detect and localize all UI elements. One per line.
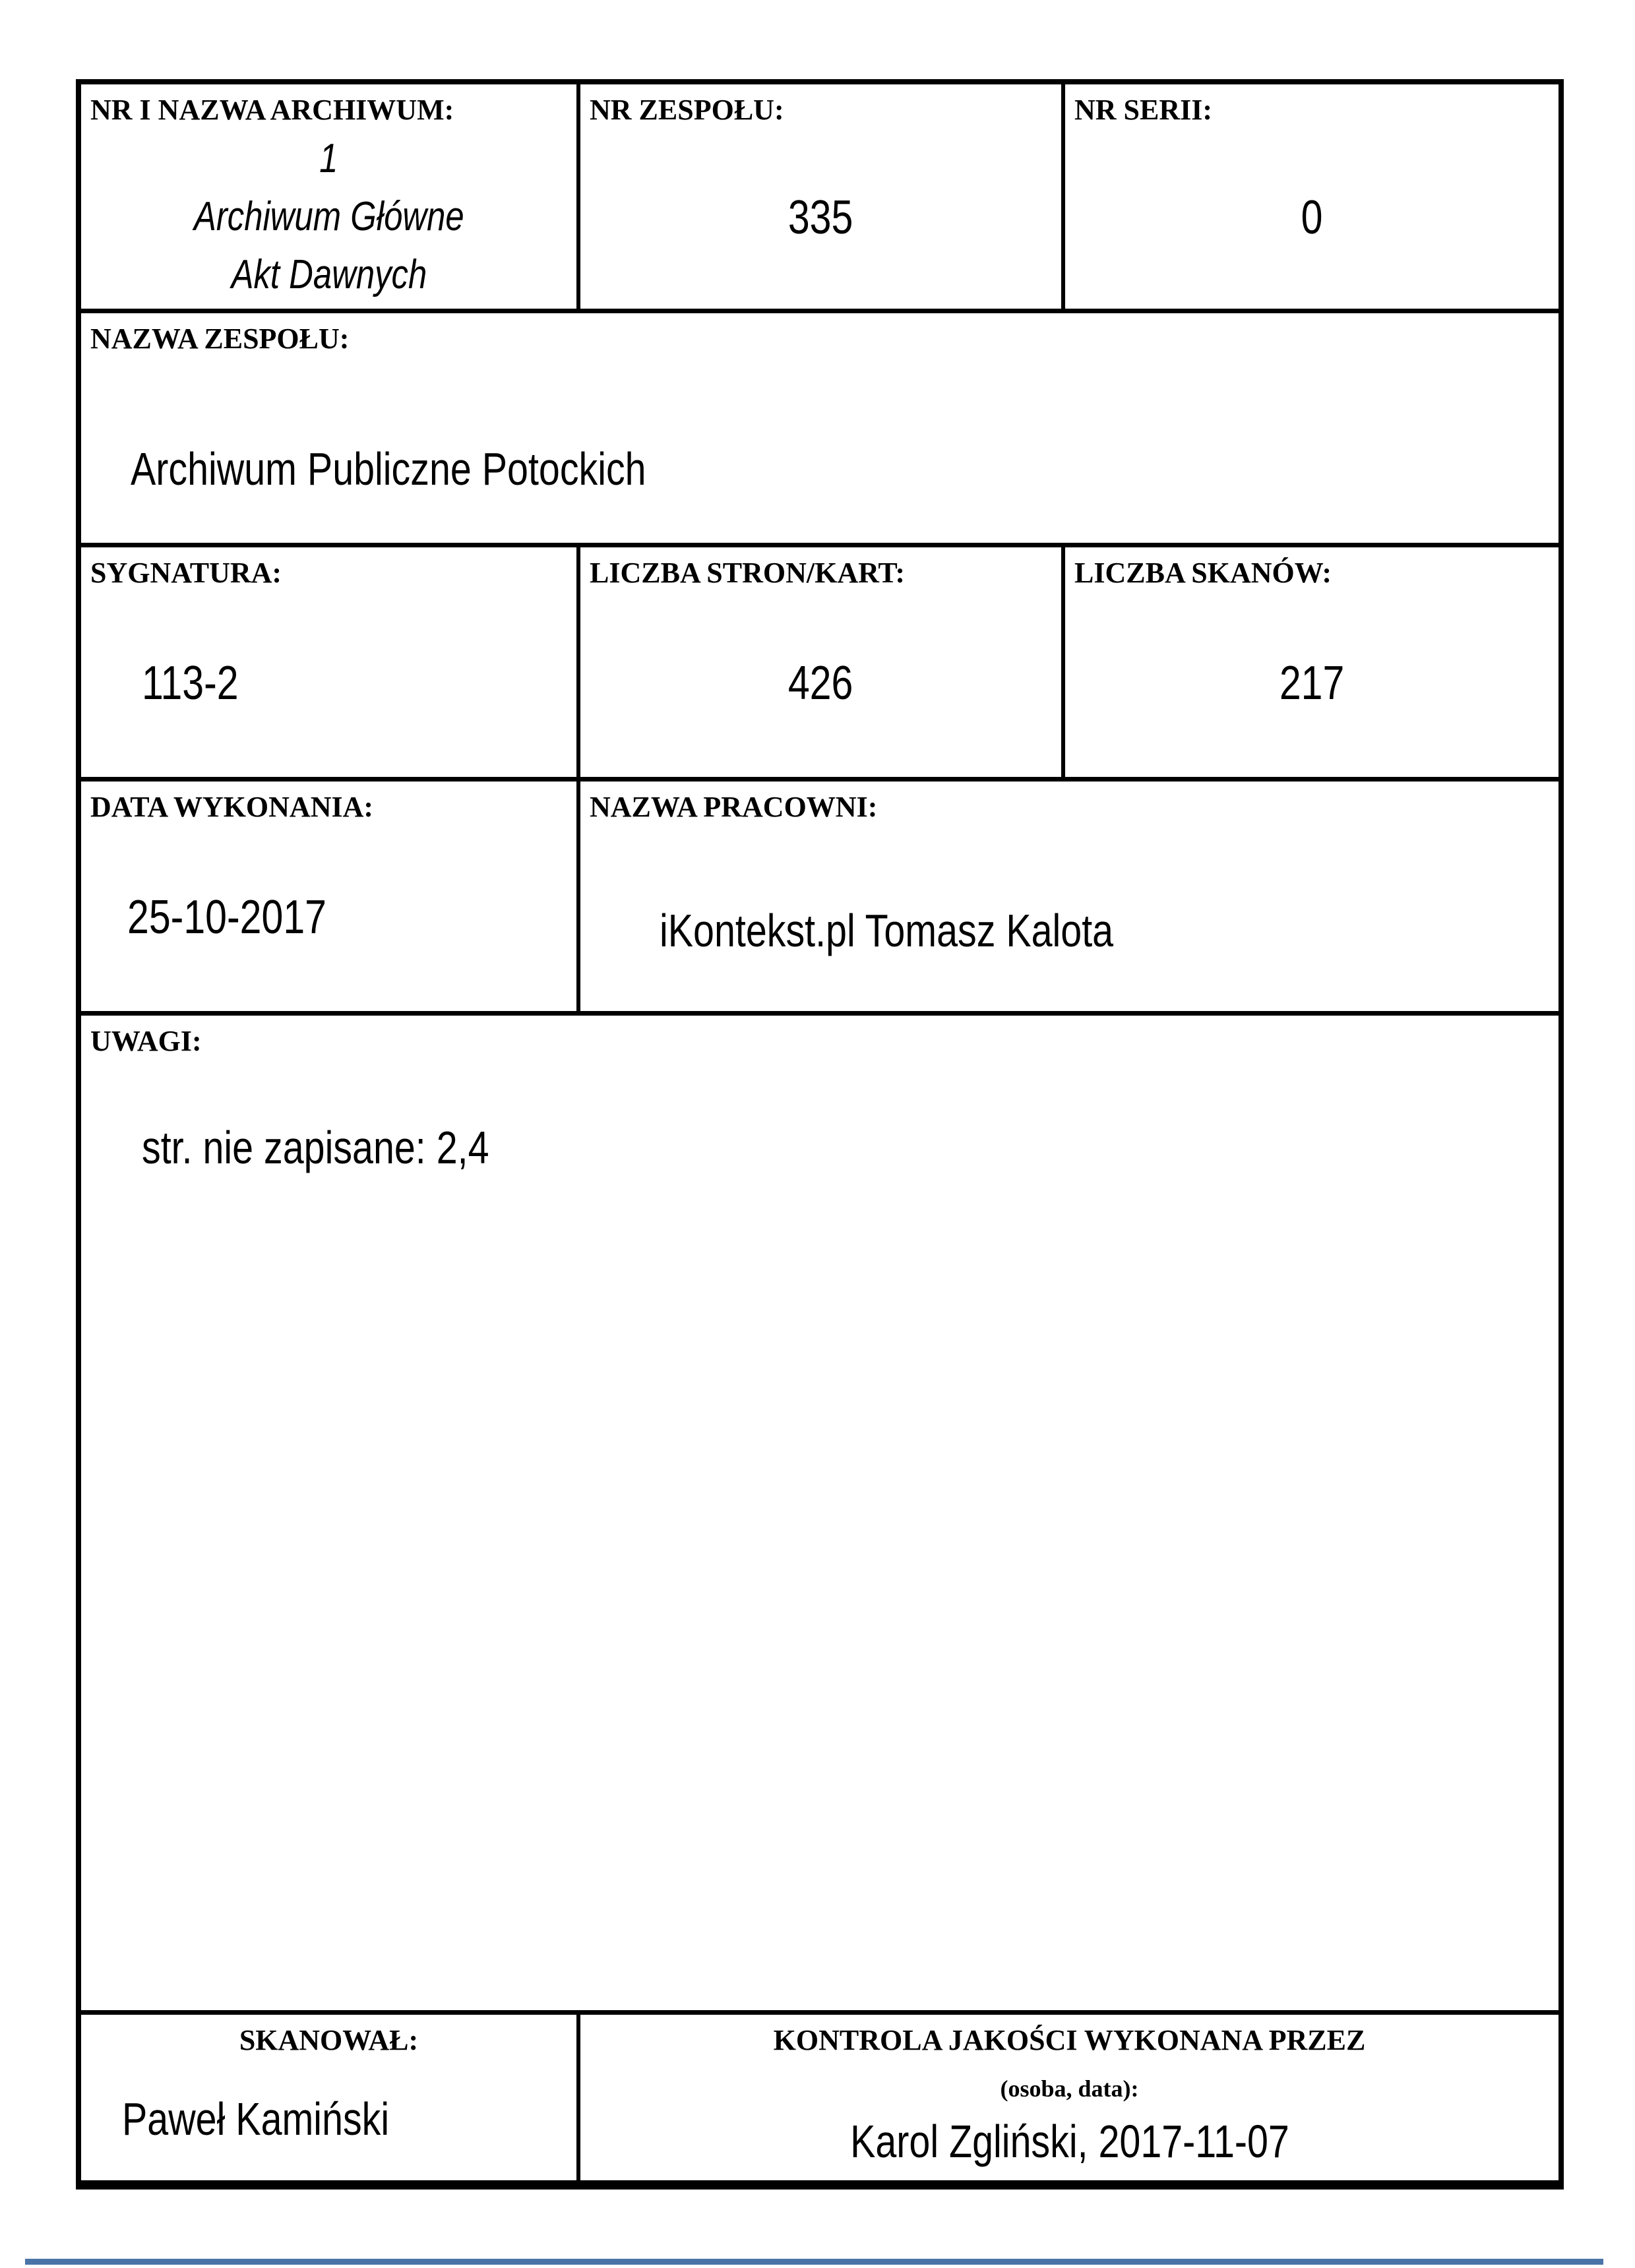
cell-fonds-name xyxy=(81,313,1558,547)
signature-value: 113-2 xyxy=(142,657,239,710)
studio-value: iKontekst.pl Tomasz Kalota xyxy=(660,905,1114,957)
studio-label: NAZWA PRACOWNI: xyxy=(590,791,878,823)
scan-date-value: 25-10-2017 xyxy=(127,891,327,944)
signature-label: SYGNATURA: xyxy=(90,557,282,589)
cell-series-number xyxy=(1065,84,1558,313)
scan-count-label: LICZBA SKANÓW: xyxy=(1074,557,1332,589)
cell-page-count xyxy=(580,547,1065,782)
archive-value xyxy=(81,127,576,309)
series-number-label: NR SERII: xyxy=(1074,94,1213,126)
cell-scanned-by xyxy=(81,2015,580,2180)
cell-signature xyxy=(81,547,580,782)
fonds-name-label: NAZWA ZESPOŁU: xyxy=(90,322,350,355)
archive-metadata-table xyxy=(76,79,1564,2190)
cell-studio xyxy=(580,782,1558,1016)
quality-control-value: Karol Zgliński, 2017-11-07 xyxy=(849,2115,1289,2167)
page-count-label: LICZBA STRON/KART: xyxy=(590,557,906,589)
cell-quality-control xyxy=(580,2015,1558,2180)
quality-control-sublabel: (osoba, data): xyxy=(1000,2075,1139,2102)
cell-scan-count xyxy=(1065,547,1558,782)
scanned-by-label: SKANOWAŁ: xyxy=(239,2024,419,2056)
archive-label: NR I NAZWA ARCHIWUM: xyxy=(90,94,454,126)
page-count-value: 426 xyxy=(788,657,853,710)
fonds-number-value: 335 xyxy=(788,191,853,245)
bottom-accent-line xyxy=(25,2259,1603,2265)
scanned-by-value: Paweł Kamiński xyxy=(122,2093,390,2145)
fonds-name-value: Archiwum Publiczne Potockich xyxy=(131,443,646,495)
archive-name-line2: Akt Dawnych xyxy=(231,251,427,297)
fonds-number-label: NR ZESPOŁU: xyxy=(590,94,784,126)
cell-archive xyxy=(81,84,580,313)
scan-count-value: 217 xyxy=(1279,657,1345,710)
remarks-label: UWAGI: xyxy=(90,1025,202,1057)
cell-fonds-number xyxy=(580,84,1065,313)
remarks-value: str. nie zapisane: 2,4 xyxy=(142,1121,489,1173)
archive-name-line1: Archiwum Główne xyxy=(193,193,464,239)
archive-number: 1 xyxy=(319,135,338,181)
scan-date-label: DATA WYKONANIA: xyxy=(90,791,374,823)
cell-remarks xyxy=(81,1016,1558,2015)
quality-control-label: KONTROLA JAKOŚCI WYKONANA PRZEZ xyxy=(773,2024,1366,2056)
series-number-value: 0 xyxy=(1301,191,1323,245)
cell-scan-date xyxy=(81,782,580,1016)
